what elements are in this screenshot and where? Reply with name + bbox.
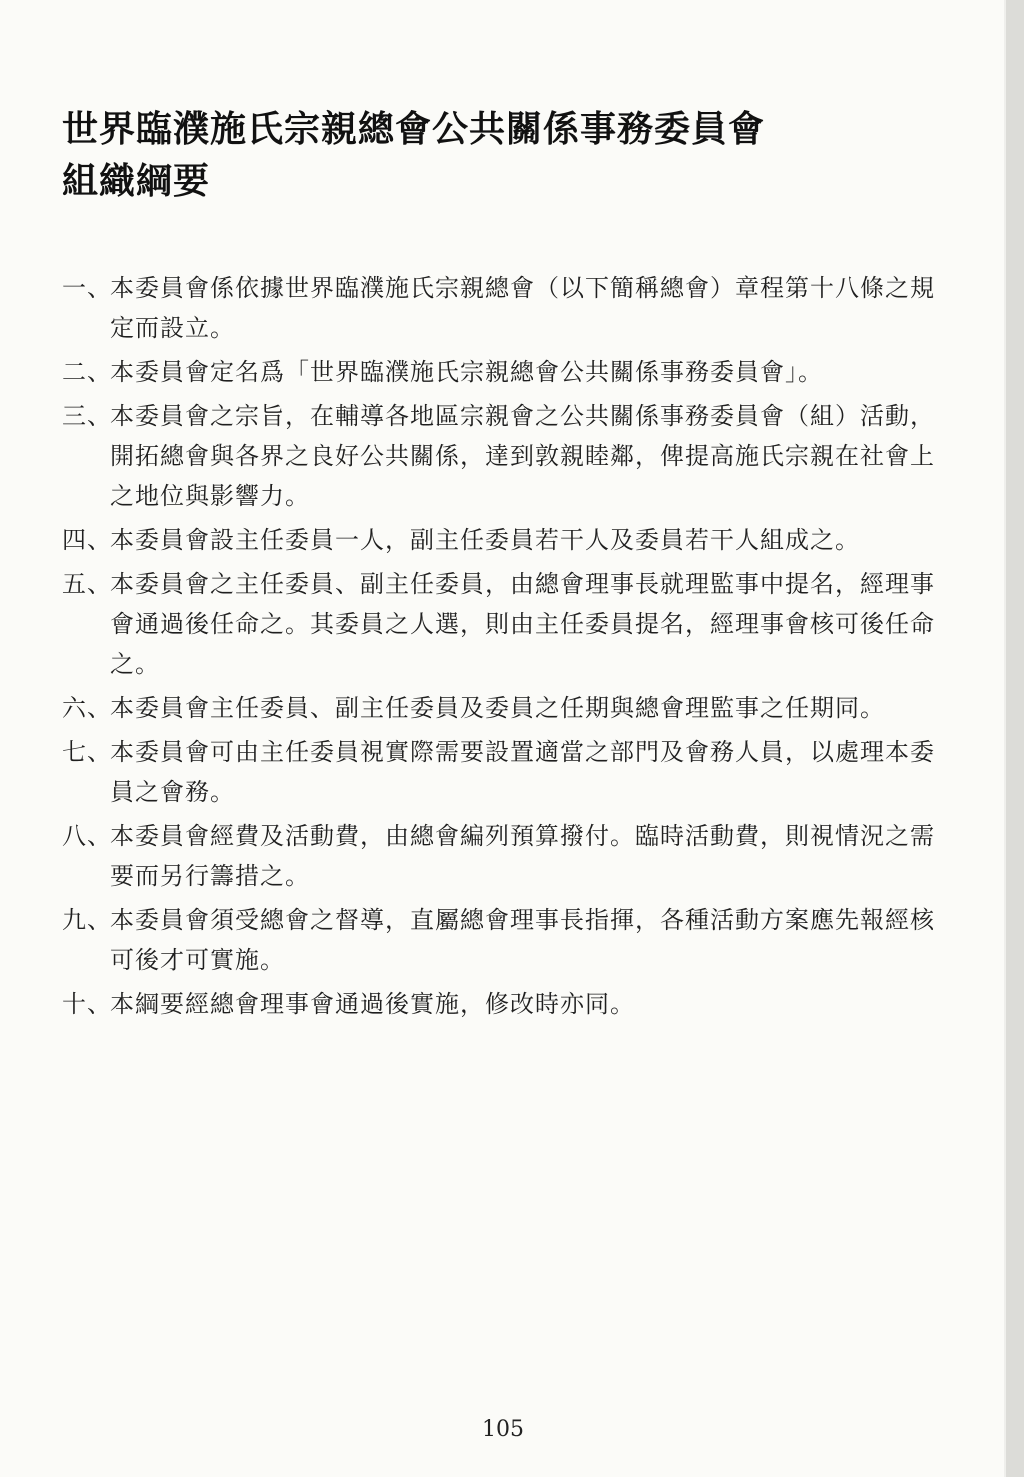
article-item <box>62 268 940 348</box>
article-item <box>62 564 940 684</box>
title-line-2: 組織綱要 <box>62 161 211 202</box>
article-text: 本委員會經費及活動費，由總會編列預算撥付。臨時活動費，則視情況之需要而另行籌措之。 <box>110 822 935 890</box>
article-item <box>62 396 940 516</box>
article-text: 本委員會設主任委員一人，副主任委員若干人及委員若干人組成之。 <box>110 526 860 554</box>
article-text: 本委員會之宗旨，在輔導各地區宗親會之公共關係事務委員會（組）活動，開拓總會與各界之良好公共關係，達到敦親睦鄰，俾提高施氏宗親在社會上之地位與影響力。 <box>110 402 935 510</box>
article-text: 本委員會之主任委員、副主任委員，由總會理事長就理監事中提名，經理事會通過後任命之。其委員之人選，則由主任委員提名，經理事會核可後任命之。 <box>110 570 935 678</box>
article-item <box>62 816 940 896</box>
article-number: 五、 <box>62 570 112 598</box>
article-number: 二、 <box>62 358 112 386</box>
article-list <box>62 268 940 1028</box>
article-number: 六、 <box>62 694 112 722</box>
page-number: 105 <box>482 1417 524 1442</box>
article-item <box>62 688 940 728</box>
article-text: 本委員會須受總會之督導，直屬總會理事長指揮，各種活動方案應先報經核可後才可實施。 <box>110 906 935 974</box>
article-item <box>62 352 940 392</box>
article-number: 十、 <box>62 990 112 1018</box>
article-number: 一、 <box>62 274 112 302</box>
article-item <box>62 900 940 980</box>
article-text: 本委員會定名爲「世界臨濮施氏宗親總會公共關係事務委員會」。 <box>110 358 823 386</box>
article-text: 本委員會主任委員、副主任委員及委員之任期與總會理監事之任期同。 <box>110 694 885 722</box>
article-text: 本綱要經總會理事會通過後實施，修改時亦同。 <box>110 990 635 1018</box>
article-number: 四、 <box>62 526 112 554</box>
scanned-page-edge <box>1006 0 1024 1477</box>
article-item <box>62 520 940 560</box>
article-text: 本委員會係依據世界臨濮施氏宗親總會（以下簡稱總會）章程第十八條之規定而設立。 <box>110 274 935 342</box>
article-number: 七、 <box>62 738 112 766</box>
article-item <box>62 984 940 1024</box>
title-line-1: 世界臨濮施氏宗親總會公共關係事務委員會 <box>62 109 766 150</box>
article-item <box>62 732 940 812</box>
article-text: 本委員會可由主任委員視實際需要設置適當之部門及會務人員，以處理本委員之會務。 <box>110 738 935 806</box>
document-title <box>62 104 962 208</box>
article-number: 九、 <box>62 906 112 934</box>
article-number: 八、 <box>62 822 112 850</box>
article-number: 三、 <box>62 402 112 430</box>
